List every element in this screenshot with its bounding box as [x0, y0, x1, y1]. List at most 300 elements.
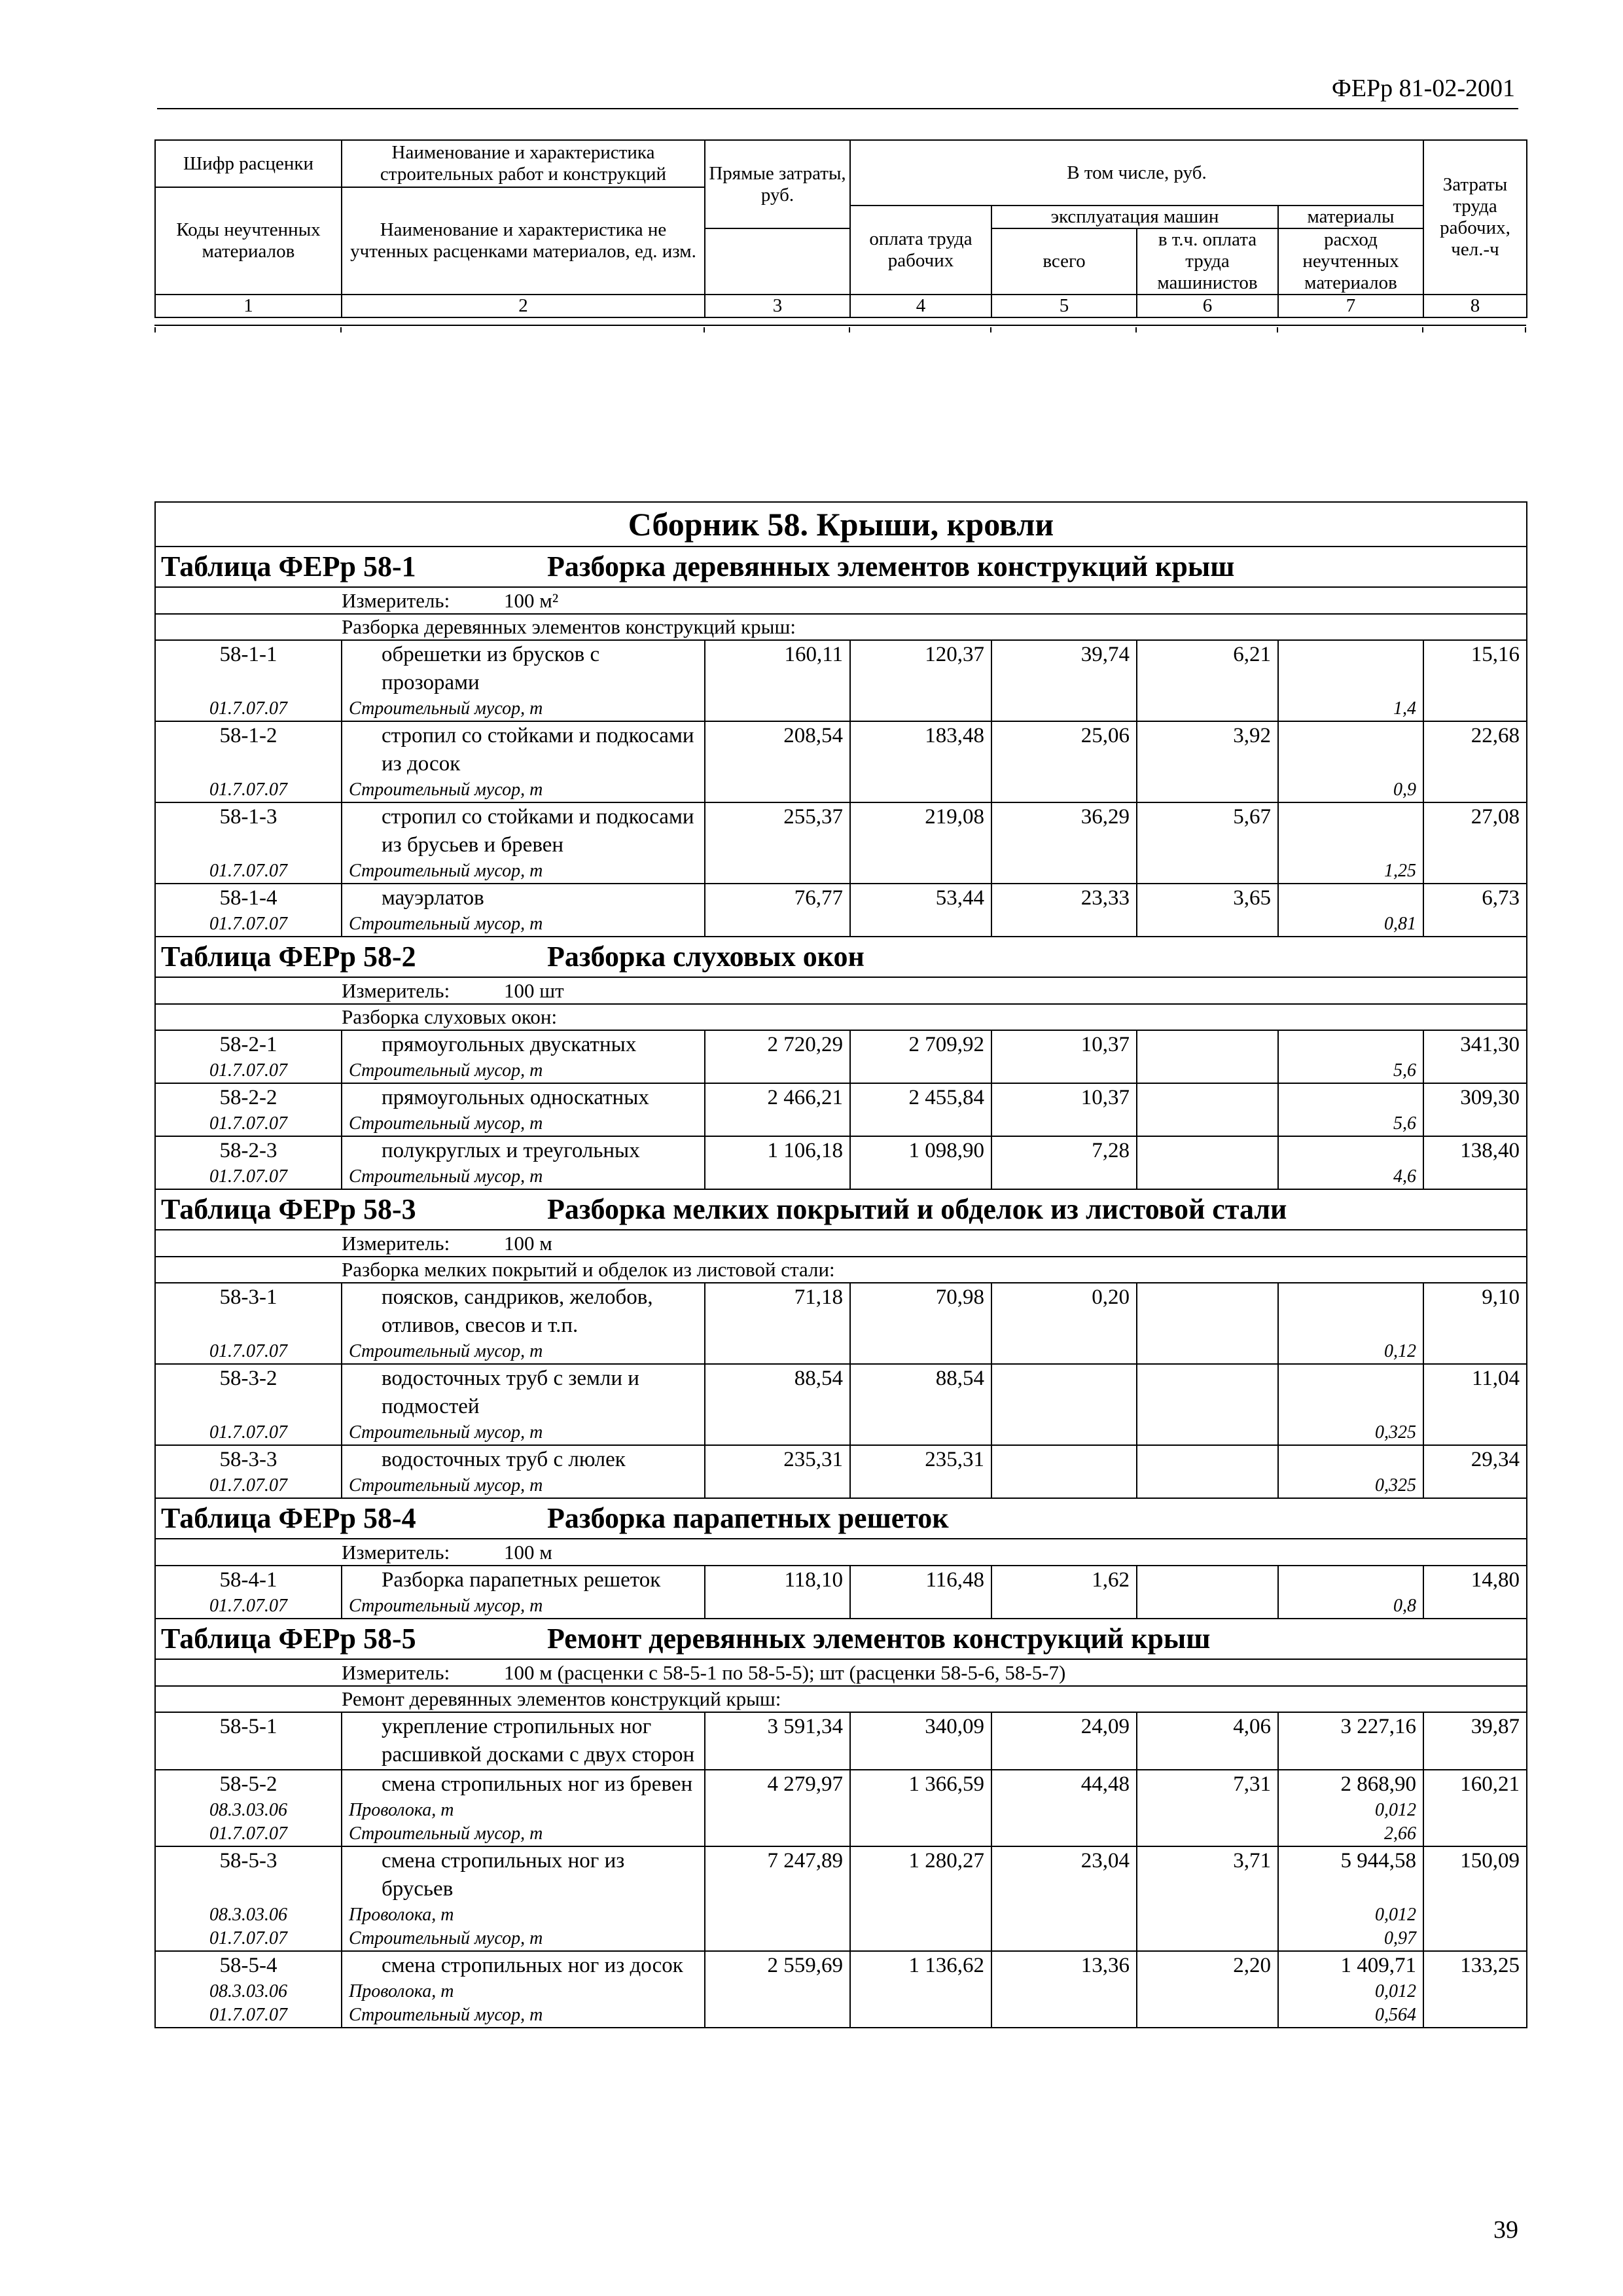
table-title-row: [155, 1498, 1527, 1539]
material-code: 01.7.07.07: [155, 1594, 342, 1619]
material-name: Строительный мусор, т: [342, 1822, 705, 1846]
measure-value: 100 шт: [504, 979, 564, 1002]
material-name: Строительный мусор, т: [342, 1059, 705, 1083]
table-row: [155, 1846, 1527, 1903]
table-code: Таблица ФЕРр 58-1: [161, 550, 416, 583]
measure-row: [155, 977, 1527, 1004]
empty-cell: [850, 912, 991, 937]
workers-wage: 1 098,90: [850, 1136, 991, 1165]
hdr-number: 8: [1423, 295, 1527, 317]
material-name: Строительный мусор, т: [342, 912, 705, 937]
table-row: [155, 1364, 1527, 1421]
table-row: [155, 1770, 1527, 1799]
material-row: [155, 1474, 1527, 1498]
column-stub: [704, 327, 705, 332]
collection-title-row: [155, 502, 1527, 547]
workers-wage: 1 136,62: [850, 1951, 991, 1980]
document-code: ФЕРр 81-02-2001: [1331, 75, 1515, 102]
materials-cost: [1278, 721, 1423, 778]
empty-cell: [1137, 778, 1278, 802]
rate-code: 58-2-1: [155, 1030, 342, 1059]
measure-value: 100 м: [504, 1541, 552, 1564]
empty-cell: [1137, 1799, 1278, 1822]
empty-cell: [705, 1927, 850, 1951]
hdr-number: 1: [155, 295, 342, 317]
rate-code: 58-3-1: [155, 1283, 342, 1340]
empty-cell: [1137, 1903, 1278, 1927]
rate-code: 58-2-3: [155, 1136, 342, 1165]
material-name: Проволока, т: [342, 1799, 705, 1822]
table-heading: [155, 1189, 1527, 1230]
measure-row: [155, 1659, 1527, 1686]
material-code: 01.7.07.07: [155, 1340, 342, 1364]
material-quantity: 0,97: [1278, 1927, 1423, 1951]
column-stub: [1135, 327, 1137, 332]
machines-total: 13,36: [991, 1951, 1137, 1980]
hdr-direct-costs: Прямые затраты, руб.: [705, 140, 850, 228]
table-heading: [155, 937, 1527, 977]
empty-cell: [1423, 859, 1527, 884]
group-title-text: Разборка мелких покрытий и обделок из листовой стали:: [342, 1258, 835, 1281]
work-name: смена стропильных ног из бревен: [342, 1770, 705, 1799]
empty-cell: [850, 1927, 991, 1951]
direct-costs: 7 247,89: [705, 1846, 850, 1903]
hdr-unaccounted-materials: расход неучтенных материалов: [1278, 228, 1423, 295]
workers-wage: 1 280,27: [850, 1846, 991, 1903]
empty-cell: [1423, 912, 1527, 937]
machines-total: 25,06: [991, 721, 1137, 778]
machinist-wage: 3,92: [1137, 721, 1278, 778]
empty-cell: [705, 1822, 850, 1846]
material-code: 01.7.07.07: [155, 912, 342, 937]
empty-cell: [850, 778, 991, 802]
empty-cell: [705, 778, 850, 802]
hdr-material-names: Наименование и характеристика не учтенных расценками материалов, ед. изм.: [342, 187, 705, 295]
empty-cell: [1137, 1059, 1278, 1083]
materials-cost: [1278, 1566, 1423, 1594]
table-row: [155, 1030, 1527, 1059]
materials-cost: [1278, 1030, 1423, 1059]
empty-cell: [1423, 778, 1527, 802]
material-quantity: 5,6: [1278, 1059, 1423, 1083]
machines-total: 10,37: [991, 1083, 1137, 1112]
measure-row: [155, 1539, 1527, 1566]
empty-cell: [1423, 1474, 1527, 1498]
machinist-wage: 6,21: [1137, 640, 1278, 697]
materials-cost: 2 868,90: [1278, 1770, 1423, 1799]
group-title: [155, 1257, 1527, 1283]
materials-cost: [1278, 1364, 1423, 1421]
table-row: [155, 1083, 1527, 1112]
material-row: [155, 2003, 1527, 2028]
column-stub: [990, 327, 991, 332]
measure-label: Измеритель:: [342, 589, 450, 612]
header-bottom-edge: [154, 325, 1526, 330]
column-stub: [340, 327, 342, 332]
empty-cell: [850, 1980, 991, 2003]
empty-cell: [1137, 697, 1278, 721]
column-stub: [849, 327, 850, 332]
work-name: обрешетки из брусков с прозорами: [342, 640, 705, 697]
rate-code: 58-3-3: [155, 1445, 342, 1474]
material-quantity: 5,6: [1278, 1112, 1423, 1136]
group-title: [155, 1686, 1527, 1712]
material-code: 01.7.07.07: [155, 859, 342, 884]
empty-cell: [850, 1421, 991, 1445]
empty-cell: [850, 1059, 991, 1083]
work-name: водосточных труб с земли и подмостей: [342, 1364, 705, 1421]
material-row: [155, 912, 1527, 937]
machinist-wage: 3,65: [1137, 884, 1278, 912]
hdr-including: В том числе, руб.: [850, 140, 1423, 206]
material-code: 01.7.07.07: [155, 778, 342, 802]
empty-cell: [705, 1059, 850, 1083]
work-name: смена стропильных ног из брусьев: [342, 1846, 705, 1903]
labor-hours: 6,73: [1423, 884, 1527, 912]
table-row: [155, 1712, 1527, 1770]
material-code: 01.7.07.07: [155, 1822, 342, 1846]
empty-cell: [1137, 1927, 1278, 1951]
machines-total: 23,04: [991, 1846, 1137, 1903]
measure: [155, 1539, 1527, 1566]
empty-cell: [850, 1799, 991, 1822]
material-row: [155, 1340, 1527, 1364]
work-name: полукруглых и треугольных: [342, 1136, 705, 1165]
empty-cell: [1137, 1980, 1278, 2003]
workers-wage: 340,09: [850, 1712, 991, 1770]
workers-wage: 2 455,84: [850, 1083, 991, 1112]
workers-wage: 219,08: [850, 802, 991, 859]
empty-cell: [850, 1903, 991, 1927]
measure: [155, 977, 1527, 1004]
empty-cell: [1137, 1822, 1278, 1846]
labor-hours: 39,87: [1423, 1712, 1527, 1770]
rate-code: 58-4-1: [155, 1566, 342, 1594]
labor-hours: 341,30: [1423, 1030, 1527, 1059]
direct-costs: 235,31: [705, 1445, 850, 1474]
measure-value: 100 м (расценки с 58-5-1 по 58-5-5); шт (расценки 58-5-6, 58-5-7): [504, 1661, 1066, 1684]
workers-wage: 235,31: [850, 1445, 991, 1474]
material-quantity: 0,12: [1278, 1340, 1423, 1364]
direct-costs: 118,10: [705, 1566, 850, 1594]
machinist-wage: [1137, 1283, 1278, 1340]
machines-total: [991, 1445, 1137, 1474]
empty-cell: [1137, 1594, 1278, 1619]
measure: [155, 587, 1527, 614]
workers-wage: 116,48: [850, 1566, 991, 1594]
material-quantity: 1,25: [1278, 859, 1423, 884]
group-title-text: Ремонт деревянных элементов конструкций крыш:: [342, 1687, 781, 1710]
hdr-machines: эксплуатация машин: [991, 206, 1278, 228]
materials-cost: [1278, 802, 1423, 859]
rate-code: 58-1-4: [155, 884, 342, 912]
empty-cell: [991, 1927, 1137, 1951]
material-name: Строительный мусор, т: [342, 1474, 705, 1498]
workers-wage: 1 366,59: [850, 1770, 991, 1799]
empty-cell: [1423, 697, 1527, 721]
machinist-wage: [1137, 1083, 1278, 1112]
empty-cell: [705, 1165, 850, 1189]
material-quantity: 0,81: [1278, 912, 1423, 937]
table-row: [155, 884, 1527, 912]
material-name: Проволока, т: [342, 1903, 705, 1927]
direct-costs: 2 559,69: [705, 1951, 850, 1980]
empty-cell: [850, 697, 991, 721]
hdr-name: Наименование и характеристика строительных работ и конструкций: [342, 140, 705, 187]
group-title-text: Разборка слуховых окон:: [342, 1005, 558, 1028]
labor-hours: 22,68: [1423, 721, 1527, 778]
empty-cell: [991, 1980, 1137, 2003]
column-stub: [1422, 327, 1423, 332]
price-table: [154, 501, 1527, 2028]
empty-cell: [991, 1112, 1137, 1136]
empty-cell: [850, 1112, 991, 1136]
material-code: 08.3.03.06: [155, 1903, 342, 1927]
hdr-number: 3: [705, 295, 850, 317]
table-heading: [155, 1619, 1527, 1659]
labor-hours: 14,80: [1423, 1566, 1527, 1594]
materials-cost: [1278, 884, 1423, 912]
empty-cell: [1423, 1980, 1527, 2003]
hdr-materials: материалы: [1278, 206, 1423, 228]
material-row: [155, 859, 1527, 884]
hdr-number: 7: [1278, 295, 1423, 317]
work-name: водосточных труб с люлек: [342, 1445, 705, 1474]
price-table-body: [155, 502, 1527, 2028]
empty-cell: [1423, 1594, 1527, 1619]
work-name: укрепление стропильных ног расшивкой досками с двух сторон: [342, 1712, 705, 1770]
work-name: прямоугольных односкатных: [342, 1083, 705, 1112]
empty-cell: [991, 1059, 1137, 1083]
direct-costs: 208,54: [705, 721, 850, 778]
hdr-material-codes: Коды неучтенных материалов: [155, 187, 342, 295]
labor-hours: 27,08: [1423, 802, 1527, 859]
materials-cost: [1278, 1136, 1423, 1165]
hdr-wage: оплата труда рабочих: [850, 206, 991, 295]
material-quantity: 0,8: [1278, 1594, 1423, 1619]
material-row: [155, 1421, 1527, 1445]
empty-cell: [705, 1474, 850, 1498]
empty-cell: [850, 1340, 991, 1364]
labor-hours: 160,21: [1423, 1770, 1527, 1799]
table-code: Таблица ФЕРр 58-5: [161, 1623, 416, 1655]
workers-wage: 88,54: [850, 1364, 991, 1421]
material-name: Строительный мусор, т: [342, 1421, 705, 1445]
materials-cost: [1278, 1445, 1423, 1474]
empty-cell: [991, 1822, 1137, 1846]
table-title-row: [155, 1189, 1527, 1230]
header-rule: [157, 108, 1518, 109]
group-title: [155, 614, 1527, 640]
empty-cell: [991, 912, 1137, 937]
material-row: [155, 1927, 1527, 1951]
table-code: Таблица ФЕРр 58-2: [161, 941, 416, 973]
table-title: Разборка деревянных элементов конструкций крыш: [547, 550, 1235, 583]
group-title-text: Разборка деревянных элементов конструкций крыш:: [342, 615, 796, 638]
measure: [155, 1659, 1527, 1686]
rate-code: 58-5-3: [155, 1846, 342, 1903]
material-quantity: 0,012: [1278, 1903, 1423, 1927]
table-row: [155, 1951, 1527, 1980]
measure: [155, 1230, 1527, 1257]
table-title: Разборка слуховых окон: [547, 941, 865, 973]
material-row: [155, 1112, 1527, 1136]
machinist-wage: [1137, 1566, 1278, 1594]
table-title: Ремонт деревянных элементов конструкций крыш: [547, 1623, 1211, 1655]
table-code: Таблица ФЕРр 58-4: [161, 1502, 416, 1534]
empty-cell: [1423, 1822, 1527, 1846]
empty-cell: [850, 1594, 991, 1619]
empty-cell: [705, 912, 850, 937]
empty-cell: [1137, 1474, 1278, 1498]
empty-cell: [1423, 1927, 1527, 1951]
measure-label: Измеритель:: [342, 1232, 450, 1255]
column-stub: [154, 327, 156, 332]
table-title: Разборка парапетных решеток: [547, 1502, 949, 1534]
measure-row: [155, 1230, 1527, 1257]
empty-cell: [991, 1799, 1137, 1822]
measure-value: 100 м: [504, 1232, 552, 1255]
material-code: 01.7.07.07: [155, 1421, 342, 1445]
hdr-machines-total: всего: [991, 228, 1137, 295]
material-quantity: 2,66: [1278, 1822, 1423, 1846]
group-title-row: [155, 1686, 1527, 1712]
material-row: [155, 1799, 1527, 1822]
material-name: Строительный мусор, т: [342, 778, 705, 802]
material-quantity: 0,9: [1278, 778, 1423, 802]
empty-cell: [705, 697, 850, 721]
group-title-row: [155, 614, 1527, 640]
empty-cell: [705, 1594, 850, 1619]
hdr-numbers-row: [155, 295, 1527, 317]
table-title-row: [155, 937, 1527, 977]
measure-label: Измеритель:: [342, 1541, 450, 1564]
material-name: Строительный мусор, т: [342, 1340, 705, 1364]
workers-wage: 2 709,92: [850, 1030, 991, 1059]
empty-cell: [705, 1799, 850, 1822]
work-name: поясков, сандриков, желобов, отливов, свесов и т.п.: [342, 1283, 705, 1340]
material-name: Проволока, т: [342, 1980, 705, 2003]
material-code: 01.7.07.07: [155, 1112, 342, 1136]
work-name: мауэрлатов: [342, 884, 705, 912]
labor-hours: 9,10: [1423, 1283, 1527, 1340]
empty-cell: [1423, 1340, 1527, 1364]
material-quantity: 0,325: [1278, 1474, 1423, 1498]
direct-costs: 1 106,18: [705, 1136, 850, 1165]
empty-cell: [1137, 1421, 1278, 1445]
direct-costs: 88,54: [705, 1364, 850, 1421]
empty-cell: [991, 1340, 1137, 1364]
table-code: Таблица ФЕРр 58-3: [161, 1193, 416, 1225]
machinist-wage: 3,71: [1137, 1846, 1278, 1903]
direct-costs: 71,18: [705, 1283, 850, 1340]
empty-cell: [1137, 1340, 1278, 1364]
material-name: Строительный мусор, т: [342, 1594, 705, 1619]
rate-code: 58-5-1: [155, 1712, 342, 1770]
direct-costs: 160,11: [705, 640, 850, 697]
machines-total: 7,28: [991, 1136, 1137, 1165]
empty-cell: [705, 1980, 850, 2003]
material-row: [155, 1822, 1527, 1846]
labor-hours: 150,09: [1423, 1846, 1527, 1903]
measure-value: 100 м²: [504, 589, 559, 612]
materials-cost: [1278, 1083, 1423, 1112]
hdr-machinist-wage: в т.ч. оплата труда машинистов: [1137, 228, 1278, 295]
empty-cell: [1423, 1059, 1527, 1083]
workers-wage: 53,44: [850, 884, 991, 912]
column-stub: [1277, 327, 1278, 332]
machinist-wage: [1137, 1136, 1278, 1165]
empty-cell: [991, 778, 1137, 802]
material-quantity: 0,012: [1278, 1980, 1423, 2003]
material-quantity: 4,6: [1278, 1165, 1423, 1189]
rate-code: 58-1-3: [155, 802, 342, 859]
empty-cell: [991, 1421, 1137, 1445]
table-row: [155, 721, 1527, 778]
hdr-code: Шифр расценки: [155, 140, 342, 187]
material-name: Строительный мусор, т: [342, 1927, 705, 1951]
table-row: [155, 1283, 1527, 1340]
work-name: смена стропильных ног из досок: [342, 1951, 705, 1980]
labor-hours: 29,34: [1423, 1445, 1527, 1474]
direct-costs: 2 720,29: [705, 1030, 850, 1059]
table-title: Разборка мелких покрытий и обделок из листовой стали: [547, 1193, 1287, 1225]
machines-total: [991, 1364, 1137, 1421]
rate-code: 58-1-2: [155, 721, 342, 778]
rate-code: 58-1-1: [155, 640, 342, 697]
empty-cell: [1423, 1799, 1527, 1822]
column-stub: [1525, 327, 1526, 332]
table-heading: [155, 1498, 1527, 1539]
machines-total: 23,33: [991, 884, 1137, 912]
labor-hours: 309,30: [1423, 1083, 1527, 1112]
material-quantity: 0,564: [1278, 2003, 1423, 2028]
empty-cell: [1423, 1421, 1527, 1445]
direct-costs: 76,77: [705, 884, 850, 912]
table-heading: [155, 547, 1527, 587]
material-name: Строительный мусор, т: [342, 1112, 705, 1136]
empty-cell: [1137, 859, 1278, 884]
empty-cell: [1423, 1112, 1527, 1136]
measure-row: [155, 587, 1527, 614]
material-name: Строительный мусор, т: [342, 859, 705, 884]
materials-cost: [1278, 640, 1423, 697]
material-code: 01.7.07.07: [155, 1927, 342, 1951]
empty-cell: [705, 2003, 850, 2028]
labor-hours: 138,40: [1423, 1136, 1527, 1165]
workers-wage: 70,98: [850, 1283, 991, 1340]
machinist-wage: [1137, 1030, 1278, 1059]
measure-label: Измеритель:: [342, 979, 450, 1002]
materials-cost: [1278, 1283, 1423, 1340]
hdr-number: 4: [850, 295, 991, 317]
empty-cell: [1137, 2003, 1278, 2028]
column-header-table: [154, 139, 1527, 318]
machinist-wage: [1137, 1445, 1278, 1474]
table-title-row: [155, 547, 1527, 587]
machinist-wage: [1137, 1364, 1278, 1421]
direct-costs: 3 591,34: [705, 1712, 850, 1770]
work-name: Разборка парапетных решеток: [342, 1566, 705, 1594]
empty-cell: [1137, 912, 1278, 937]
machines-total: 36,29: [991, 802, 1137, 859]
empty-cell: [991, 1903, 1137, 1927]
work-name: стропил со стойками и подкосами из досок: [342, 721, 705, 778]
measure-label: Измеритель:: [342, 1661, 450, 1684]
table-row: [155, 640, 1527, 697]
empty-cell: [1137, 1165, 1278, 1189]
empty-cell: [991, 1474, 1137, 1498]
